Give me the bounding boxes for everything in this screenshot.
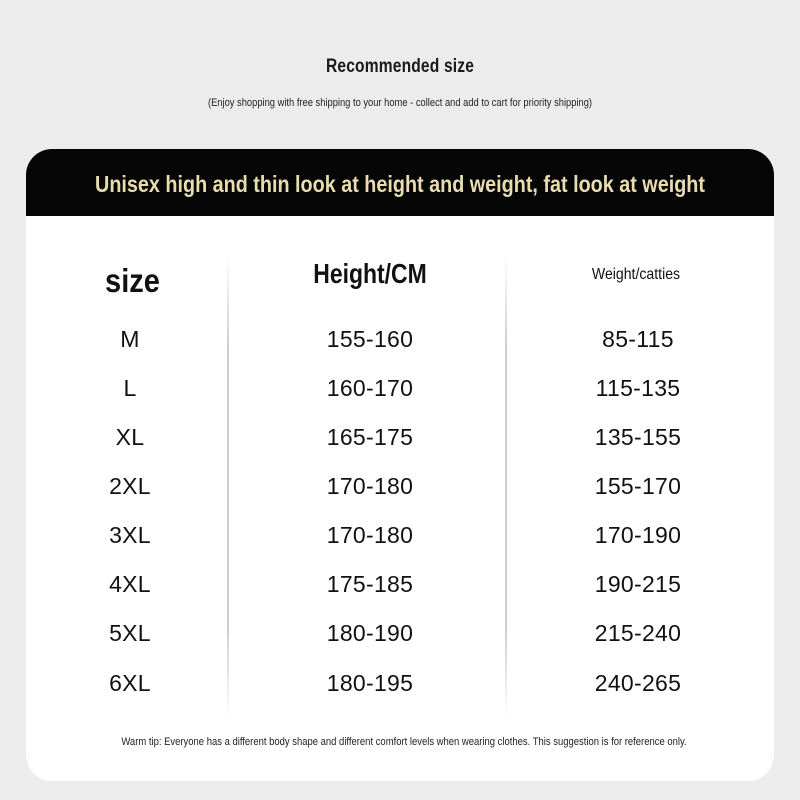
- table-row: [0, 424, 800, 454]
- weight-cell: 155-170: [594, 473, 682, 499]
- size-cell: 5XL: [109, 620, 151, 646]
- table-row: [0, 571, 800, 601]
- header-weight: Weight/catties: [591, 266, 681, 283]
- table-row: [0, 620, 800, 650]
- weight-cell: 215-240: [594, 620, 682, 646]
- height-cell: 165-175: [326, 424, 414, 450]
- table-row: [0, 326, 800, 356]
- size-cell: M: [120, 326, 140, 352]
- size-cell: 6XL: [109, 670, 151, 696]
- height-cell: 160-170: [326, 375, 414, 401]
- weight-cell: 190-215: [594, 571, 682, 597]
- weight-cell: 170-190: [594, 522, 682, 548]
- size-cell: L: [123, 375, 137, 401]
- height-cell: 170-180: [326, 473, 414, 499]
- weight-cell: 85-115: [602, 326, 674, 352]
- banner: [26, 149, 774, 216]
- page-subtitle: (Enjoy shopping with free shipping to your home - collect and add to cart for priority shipping): [207, 97, 593, 109]
- size-cell: 2XL: [109, 473, 151, 499]
- size-cell: 3XL: [109, 522, 151, 548]
- table-row: [0, 473, 800, 503]
- height-cell: 170-180: [326, 522, 414, 548]
- height-cell: 175-185: [326, 571, 414, 597]
- page-title: Recommended size: [325, 56, 475, 77]
- weight-cell: 115-135: [595, 375, 681, 401]
- table-row: [0, 375, 800, 405]
- header-size: size: [105, 262, 160, 299]
- height-cell: 155-160: [326, 326, 414, 352]
- height-cell: 180-195: [326, 670, 414, 696]
- weight-cell: 240-265: [594, 670, 682, 696]
- banner-text: Unisex high and thin look at height and weight, fat look at weight: [95, 171, 705, 197]
- table-row: [0, 522, 800, 552]
- size-cell: 4XL: [109, 571, 151, 597]
- warm-tip: Warm tip: Everyone has a different body shape and different comfort levels when wearing clothes. This suggestion is for reference only.: [121, 736, 687, 748]
- header-height: Height/CM: [313, 258, 427, 289]
- table-row: [0, 670, 800, 700]
- height-cell: 180-190: [326, 620, 414, 646]
- weight-cell: 135-155: [594, 424, 682, 450]
- size-cell: XL: [115, 424, 145, 450]
